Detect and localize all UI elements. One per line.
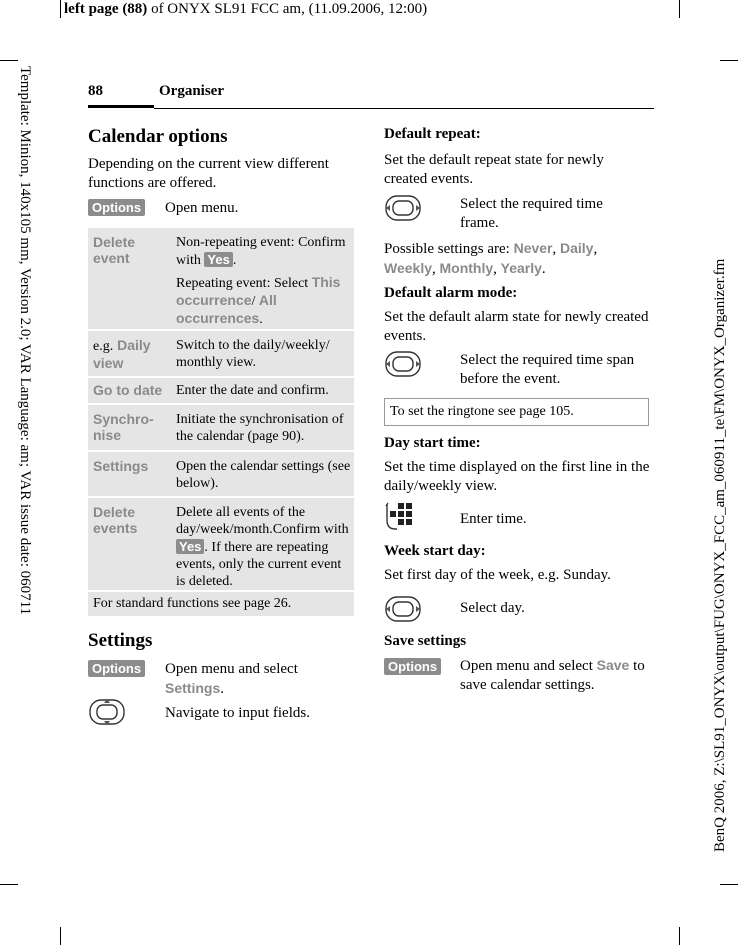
standard-functions-text: For standard functions see page 26. [93,596,292,611]
standard-functions-row [88,592,354,616]
settings-menu-item: Settings [165,680,221,696]
enter-time-text: Enter time. [460,511,527,527]
daily-option: Daily [560,240,594,256]
row-text: Initiate the synchronisation of the calendar (page 90). [176,412,344,444]
table-row-daily-view [88,331,354,376]
options-softkey[interactable]: Options [88,199,145,216]
table-row-delete-event [88,228,354,329]
all-occurrences-option: All occurrences [176,292,277,326]
settings-title: Settings [88,630,153,651]
table-row-settings [88,452,354,496]
copyright-margin-text: BenQ 2006, Z:\SL91_ONYX\output\FUG\ONYX_FCC_am_060911_te\FM\ONYX_Organizer.fm [712,258,728,852]
row-text: Delete all events of the day/week/month.Confirm with Yes . If there are repeating events, only the current event is deleted. [176,505,349,589]
page-number: 88 [88,83,103,99]
default-alarm-title: Default alarm mode: [384,285,518,301]
row-text: Switch to the daily/weekly/ monthly view. [176,338,330,370]
yes-softkey[interactable]: Yes [176,539,204,554]
row-text: Open the calendar settings (see below). [176,459,351,491]
yearly-option: Yearly [500,260,542,276]
save-settings-title: Save settings [384,633,467,649]
select-day-text: Select day. [460,600,525,616]
monthly-option: Monthly [439,260,494,276]
template-margin-text: Template: Minion, 140x105 mm, Version 2.0; VAR Language: am; VAR issue date: 060711 [17,66,33,616]
save-menu-item: Save [596,657,630,673]
weekly-option: Weekly [384,260,432,276]
header-rule-thick [88,105,154,108]
navigation-key-left-right-icon [384,595,422,623]
row-label: Delete event [93,234,136,266]
crop-mark [720,60,738,61]
save-options-softkey[interactable]: Options [384,658,441,675]
day-start-text: Set the time displayed on the first line in the daily/weekly view. [384,459,650,494]
crop-mark [60,0,61,18]
default-repeat-text: Set the default repeat state for newly created events. [384,152,604,187]
crop-mark [60,927,61,945]
section-title: Organiser [159,83,224,99]
crop-mark [679,0,680,18]
print-header [64,0,427,18]
default-alarm-text: Set the default alarm state for newly created events. [384,309,649,344]
open-menu-text: Open menu. [165,200,239,216]
calendar-options-title: Calendar options [88,126,228,147]
never-option: Never [513,240,553,256]
navigation-key-left-right-icon [384,350,422,378]
day-start-title: Day start time: [384,435,481,451]
row-label: Go to date [93,382,163,398]
week-start-text: Set first day of the week, e.g. Sunday. [384,567,611,583]
navigation-key-left-right-icon [384,194,422,222]
keypad-icon [384,502,416,532]
yes-softkey[interactable]: Yes [204,252,232,267]
crop-mark [679,927,680,945]
save-instruction: Open menu and select Save to save calendar settings. [460,657,645,693]
row-label: e.g. Daily view [93,337,151,371]
row-label: Synchro-nise [93,411,154,443]
job-info: of ONYX SL91 FCC am, (11.09.2006, 12:00) [151,1,428,17]
row-label: Settings [93,458,149,474]
navigation-key-up-down-icon [88,698,126,726]
select-time-frame-text: Select the required time frame. [460,196,603,231]
this-occurrence-option: This occurrence [176,274,341,308]
settings-instruction: Open menu and select Settings. [165,661,298,697]
table-row-go-to-date [88,378,354,403]
navigate-text: Navigate to input fields. [165,705,310,721]
settings-options-softkey[interactable]: Options [88,660,145,677]
row-text: Enter the date and confirm. [176,383,329,398]
intro-text: Depending on the current view different functions are offered. [88,156,329,191]
select-time-span-text: Select the required time span before the event. [460,352,635,387]
ringtone-note-box [384,398,649,426]
left-page-label: left page (88) [64,1,148,17]
table-row-delete-events [88,498,354,590]
table-row-synchronise [88,405,354,450]
crop-mark [720,884,738,885]
row-label: Delete events [93,504,138,536]
default-repeat-title: Default repeat: [384,126,481,142]
ringtone-note-text: To set the ringtone see page 105. [390,404,574,419]
crop-mark [0,884,18,885]
possible-settings-text: Possible settings are: Never, Daily, Weekly, Monthly, Yearly. [384,240,598,277]
row-text: Non-repeating event: Confirm with Yes . Repeating event: Select This occurrence/ All occurrences. [176,235,346,327]
crop-mark [0,60,18,61]
header-rule [154,108,654,109]
week-start-title: Week start day: [384,543,486,559]
